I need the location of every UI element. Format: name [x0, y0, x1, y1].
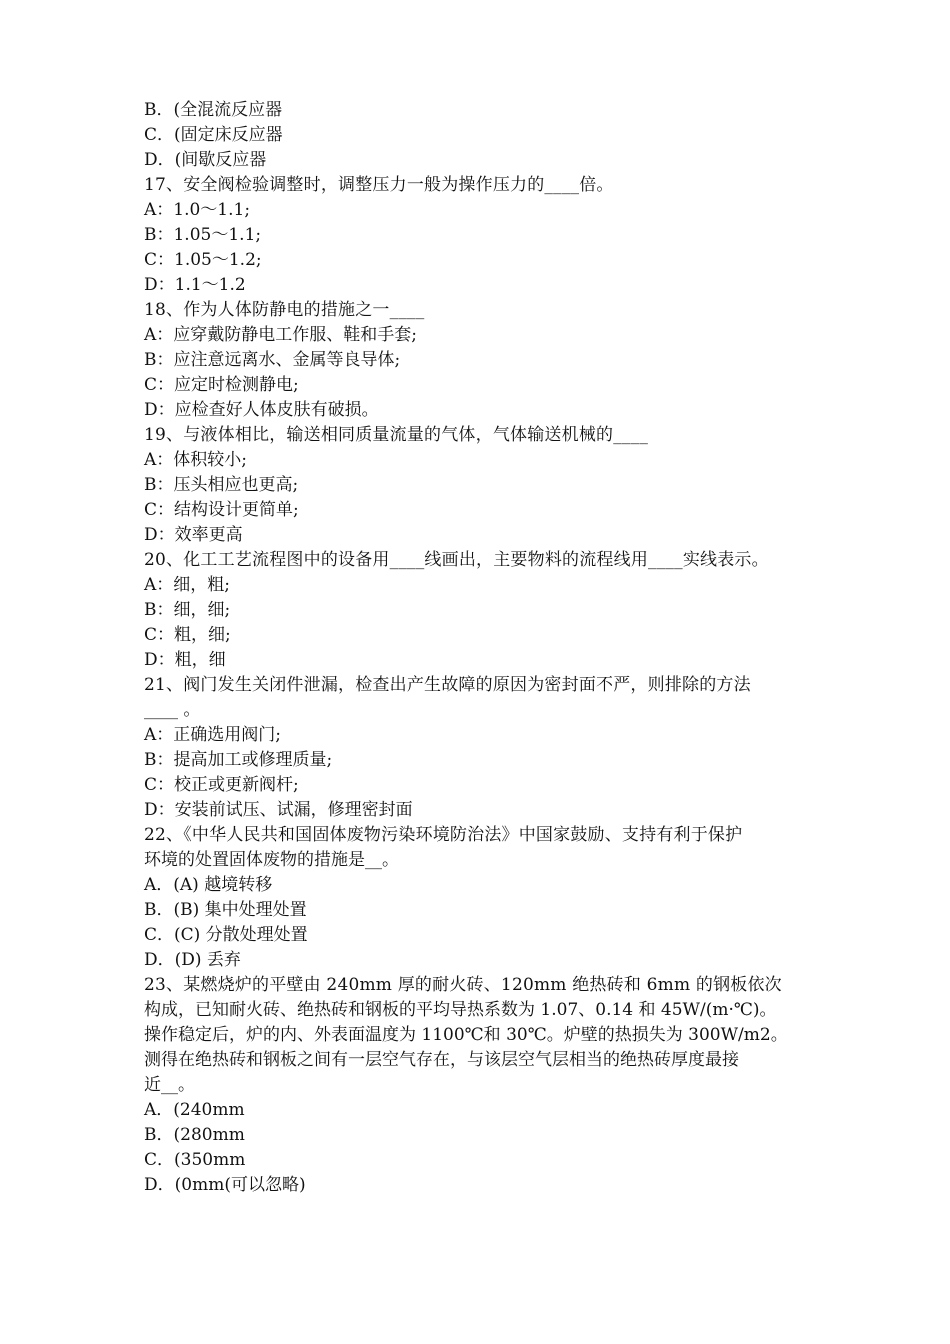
- option-line: A：体积较小;: [144, 450, 248, 470]
- option-line: C：粗，细;: [144, 625, 231, 645]
- option-line: D：应检查好人体皮肤有破损。: [144, 400, 379, 420]
- option-line: C．(固定床反应器: [144, 125, 283, 145]
- option-line: D：1.1～1.2: [144, 275, 246, 295]
- question-23-continued: 操作稳定后，炉的内、外表面温度为 1100℃和 30℃。炉壁的热损失为 300W/m2。: [144, 1025, 788, 1045]
- option-line: B．(全混流反应器: [144, 100, 283, 120]
- option-line: B：1.05～1.1;: [144, 225, 262, 245]
- question-20: 20、化工工艺流程图中的设备用____线画出，主要物料的流程线用____实线表示。: [144, 550, 769, 570]
- question-21-continued: ____ 。: [144, 700, 201, 720]
- option-line: B：应注意远离水、金属等良导体;: [144, 350, 401, 370]
- question-22: 22、《中华人民共和国固体废物污染环境防治法》中国家鼓励、支持有利于保护: [144, 825, 743, 845]
- option-line: C：结构设计更简单;: [144, 500, 299, 520]
- option-line: D．(0mm(可以忽略): [144, 1175, 306, 1195]
- option-line: C．(350mm: [144, 1150, 246, 1170]
- option-line: B．(B) 集中处理处置: [144, 900, 307, 920]
- option-line: C．(C) 分散处理处置: [144, 925, 308, 945]
- option-line: A：细，粗;: [144, 575, 231, 595]
- option-line: D：效率更高: [144, 525, 243, 545]
- option-line: B：提高加工或修理质量;: [144, 750, 333, 770]
- option-line: D．(间歇反应器: [144, 150, 267, 170]
- option-line: C：应定时检测静电;: [144, 375, 299, 395]
- option-line: A：1.0～1.1;: [144, 200, 251, 220]
- document-body: [144, 98, 809, 1198]
- option-line: D：安装前试压、试漏，修理密封面: [144, 800, 413, 820]
- option-line: D．(D) 丢弃: [144, 950, 241, 970]
- question-19: 19、与液体相比，输送相同质量流量的气体，气体输送机械的____: [144, 425, 649, 445]
- question-23-continued: 构成，已知耐火砖、绝热砖和钢板的平均导热系数为 1.07、0.14 和 45W/(m·℃)。: [144, 1000, 777, 1020]
- question-23-continued: 近__。: [144, 1075, 195, 1095]
- option-line: C：1.05～1.2;: [144, 250, 262, 270]
- question-21: 21、阀门发生关闭件泄漏，检查出产生故障的原因为密封面不严，则排除的方法: [144, 675, 751, 695]
- option-line: A：正确选用阀门;: [144, 725, 282, 745]
- question-22-continued: 环境的处置固体废物的措施是__。: [144, 850, 399, 870]
- question-18: 18、作为人体防静电的措施之一____: [144, 300, 425, 320]
- option-line: B：细，细;: [144, 600, 231, 620]
- option-line: A：应穿戴防静电工作服、鞋和手套;: [144, 325, 418, 345]
- question-23: 23、某燃烧炉的平壁由 240mm 厚的耐火砖、120mm 绝热砖和 6mm 的钢板依次: [144, 975, 782, 995]
- option-line: A．(A) 越境转移: [144, 875, 273, 895]
- question-23-continued: 测得在绝热砖和钢板之间有一层空气存在，与该层空气层相当的绝热砖厚度最接: [144, 1050, 739, 1070]
- option-line: B．(280mm: [144, 1125, 245, 1145]
- option-line: B：压头相应也更高;: [144, 475, 299, 495]
- option-line: A．(240mm: [144, 1100, 245, 1120]
- option-line: C：校正或更新阀杆;: [144, 775, 299, 795]
- option-line: D：粗，细: [144, 650, 226, 670]
- question-17: 17、安全阀检验调整时，调整压力一般为操作压力的____倍。: [144, 175, 614, 195]
